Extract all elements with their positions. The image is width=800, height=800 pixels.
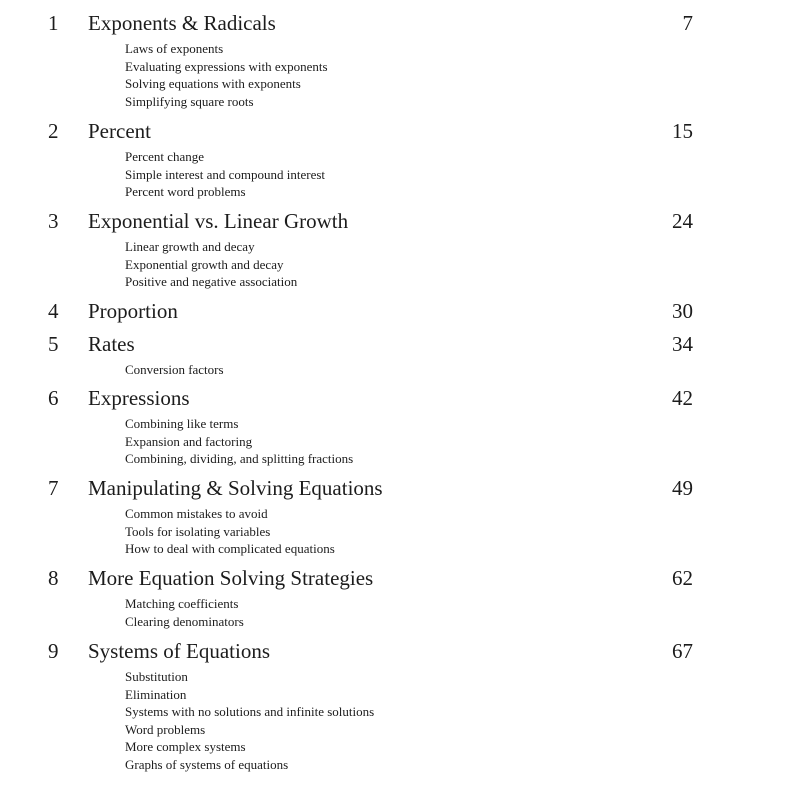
chapter-title: Rates xyxy=(88,332,135,356)
chapter-page-number: 62 xyxy=(672,566,693,590)
chapter-title: Proportion xyxy=(88,299,178,323)
topic-item: Conversion factors xyxy=(125,362,224,377)
chapter-number: 8 xyxy=(48,566,59,590)
chapter-page-number: 7 xyxy=(682,11,693,35)
topic-list xyxy=(125,595,244,630)
topic-list xyxy=(125,505,335,558)
topic-list xyxy=(125,415,353,468)
topic-item: Tools for isolating variables xyxy=(125,523,271,539)
chapter-title: More Equation Solving Strategies xyxy=(88,566,374,590)
chapter-title: Manipulating & Solving Equations xyxy=(88,476,383,500)
topic-item: Substitution xyxy=(125,669,188,684)
topic-item: Percent word problems xyxy=(125,184,246,199)
topic-item: Common mistakes to avoid xyxy=(125,506,268,521)
topic-item: Combining, dividing, and splitting fractions xyxy=(125,451,354,466)
topic-item: More complex systems xyxy=(125,739,246,754)
chapter-page-number: 67 xyxy=(672,639,693,663)
topic-list xyxy=(125,668,374,773)
chapter-number: 9 xyxy=(48,639,59,663)
chapter-page-number: 34 xyxy=(672,332,693,356)
chapter-title: Exponents & Radicals xyxy=(88,11,276,35)
topic-list xyxy=(125,238,297,291)
topic-list xyxy=(125,40,328,110)
topic-item: Matching coefficients xyxy=(125,596,239,611)
topic-item: Linear growth and decay xyxy=(125,239,255,254)
chapter-page-number: 42 xyxy=(672,386,693,410)
topic-item: Combining like terms xyxy=(125,416,239,431)
topic-item: Positive and negative association xyxy=(125,274,298,289)
chapter-page-number: 15 xyxy=(672,119,693,143)
chapter-title: Systems of Equations xyxy=(88,639,270,663)
topic-item: Simplifying square roots xyxy=(125,93,254,109)
topic-item: How to deal with complicated equations xyxy=(125,541,335,556)
topic-item: Exponential growth and decay xyxy=(125,256,284,272)
topic-item: Word problems xyxy=(125,721,206,737)
chapter-number: 5 xyxy=(48,332,59,356)
chapter-title: Exponential vs. Linear Growth xyxy=(88,209,349,233)
topic-item: Laws of exponents xyxy=(125,41,224,56)
topic-item: Evaluating expressions with exponents xyxy=(125,58,328,74)
chapter-title: Percent xyxy=(88,119,151,143)
chapter-number: 2 xyxy=(48,119,59,143)
topic-item: Elimination xyxy=(125,686,187,702)
chapter-number: 3 xyxy=(48,209,59,233)
chapter-number: 1 xyxy=(48,11,59,35)
topic-item: Graphs of systems of equations xyxy=(125,756,289,772)
topic-item: Expansion and factoring xyxy=(125,433,253,449)
topic-list xyxy=(125,361,224,379)
topic-item: Solving equations with exponents xyxy=(125,76,301,91)
chapter-number: 4 xyxy=(48,299,59,323)
chapter-title: Expressions xyxy=(88,386,190,410)
topic-item: Systems with no solutions and infinite solutions xyxy=(125,704,375,719)
topic-item: Clearing denominators xyxy=(125,613,244,629)
topic-list xyxy=(125,148,325,201)
chapter-number: 7 xyxy=(48,476,59,500)
topic-item: Simple interest and compound interest xyxy=(125,166,326,182)
topic-item: Percent change xyxy=(125,149,205,164)
chapter-page-number: 49 xyxy=(672,476,693,500)
chapter-number: 6 xyxy=(48,386,59,410)
chapter-page-number: 30 xyxy=(672,299,693,323)
chapter-page-number: 24 xyxy=(672,209,693,233)
